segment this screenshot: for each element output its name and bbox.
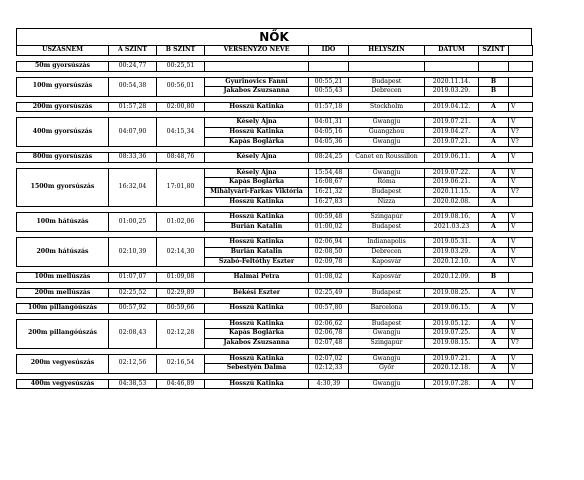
venue: Gwangju [349,168,425,178]
level: A [479,257,509,267]
qualification-mark: V? [509,187,533,197]
result-date: 2019.08.15. [425,339,479,349]
level: A [479,319,509,329]
b-level-time: 02:12,28 [157,319,205,348]
result-time: 02:09,78 [309,257,349,267]
result-time: 00:59,48 [309,213,349,223]
venue: Barcelona [349,304,425,314]
header-a-level: A SZINT [109,46,157,56]
result-date: 2020.11.15. [425,187,479,197]
b-level-time: 08:48,76 [157,153,205,163]
venue: Gwangju [349,379,425,389]
qualification-mark: V [509,257,533,267]
swimmer-name: Késely Ajna [205,168,309,178]
venue: Szingapúr [349,213,425,223]
venue: Guangzhou [349,127,425,137]
level: A [479,339,509,349]
qualification-mark: V? [509,137,533,147]
b-level-time: 01:09,08 [157,273,205,283]
qualification-mark [509,77,533,87]
table-row [17,62,533,72]
b-level-time: 04:15,34 [157,118,205,147]
venue: Canet en Roussillon [349,153,425,163]
b-level-time: 00:25,51 [157,62,205,72]
result-time: 04:05,36 [309,137,349,147]
venue: Budapest [349,319,425,329]
event-name: 100m mellúszás [17,273,109,283]
level: A [479,127,509,137]
qualification-mark: V [509,178,533,188]
swimmer-name: Jakabos Zsuzsanna [205,339,309,349]
qualification-mark: V [509,319,533,329]
qualification-mark: V [509,168,533,178]
result-time: 16:27,83 [309,197,349,207]
table-row [17,102,533,112]
result-time: 16:21,32 [309,187,349,197]
result-date: 2019.06.21. [425,178,479,188]
event-name: 400m vegyesúszás [17,379,109,389]
swimmer-name: Jakabos Zsuzsanna [205,87,309,97]
a-level-time: 16:32,04 [109,168,157,206]
b-level-time: 17:01,80 [157,168,205,206]
result-date: 2019.08.25. [425,288,479,298]
swimmer-name [205,62,309,72]
qualification-mark: V [509,222,533,232]
b-level-time: 04:46,89 [157,379,205,389]
result-date: 2020.02.08. [425,197,479,207]
qualification-mark: V [509,247,533,257]
result-date: 2019.07.22. [425,168,479,178]
table-row [17,153,533,163]
result-time: 01:08,02 [309,273,349,283]
venue: Nizza [349,197,425,207]
level: A [479,213,509,223]
result-time: 02:06,62 [309,319,349,329]
table-row [17,77,533,87]
b-level-time: 00:56,01 [157,77,205,96]
level: A [479,288,509,298]
venue: Gwangju [349,329,425,339]
result-date: 2020.12.10. [425,257,479,267]
level: B [479,77,509,87]
result-date: 2019.05.12. [425,319,479,329]
result-date: 2019.05.31. [425,238,479,248]
swimmer-name: Kapás Boglárka [205,137,309,147]
venue: Szingapúr [349,339,425,349]
table-row [17,304,533,314]
event-name: 200m mellúszás [17,288,109,298]
venue: Stockholm [349,102,425,112]
table-row [17,238,533,248]
qualification-mark [509,87,533,97]
swimmer-name: Hosszú Katinka [205,304,309,314]
level: A [479,247,509,257]
a-level-time: 01:00,25 [109,213,157,232]
swimmer-name: Szabó-Feltóthy Eszter [205,257,309,267]
swimmer-name: Halmai Petra [205,273,309,283]
result-time: 15:54,48 [309,168,349,178]
event-name: 50m gyorsúszás [17,62,109,72]
result-date: 2020.12.09. [425,273,479,283]
swimmer-name: Hosszú Katinka [205,127,309,137]
swimmer-name: Békési Eszter [205,288,309,298]
a-level-time: 00:54,38 [109,77,157,96]
table-row [17,168,533,178]
level: A [479,329,509,339]
result-time: 04:05,16 [309,127,349,137]
event-name: 200m gyorsúszás [17,102,109,112]
qualification-mark [509,62,533,72]
b-level-time: 00:59,66 [157,304,205,314]
result-time: 04:01,31 [309,118,349,128]
level: B [479,273,509,283]
result-date: 2021.03.23 [425,222,479,232]
a-level-time: 02:25,52 [109,288,157,298]
table-row [17,213,533,223]
table-row [17,379,533,389]
a-level-time: 01:07,07 [109,273,157,283]
header-swimmer: VERSENYZŐ NEVE [205,46,309,56]
result-time: 00:55,21 [309,77,349,87]
qualification-mark: V [509,118,533,128]
level: A [479,187,509,197]
table-row [17,273,533,283]
swimmer-name: Kapás Boglárka [205,329,309,339]
venue: Budapest [349,222,425,232]
qualification-mark: V [509,304,533,314]
header-date: DÁTUM [425,46,479,56]
level: A [479,153,509,163]
swimmer-name: Késely Ajna [205,153,309,163]
result-date: 2019.07.21. [425,354,479,364]
header-time: IDŐ [309,46,349,56]
result-time: 08:24,25 [309,153,349,163]
result-date: 2019.04.12. [425,102,479,112]
result-date: 2019.07.21. [425,137,479,147]
header-row [17,46,533,56]
result-time: 02:08,50 [309,247,349,257]
level: A [479,197,509,207]
result-date: 2019.08.16. [425,213,479,223]
event-name: 100m hátúszás [17,213,109,232]
result-time: 16:08,67 [309,178,349,188]
level: A [479,238,509,248]
qualification-mark: V? [509,339,533,349]
qualification-mark: V? [509,127,533,137]
table-row [17,288,533,298]
qualification-mark: V [509,102,533,112]
qualification-mark: V [509,238,533,248]
result-time: 02:12,33 [309,364,349,374]
level: A [479,178,509,188]
level [479,62,509,72]
result-date: 2020.11.14. [425,77,479,87]
result-time: 01:57,18 [309,102,349,112]
qualification-mark: V [509,379,533,389]
result-date: 2019.07.28. [425,379,479,389]
a-level-time: 02:10,39 [109,238,157,267]
result-time: 02:07,48 [309,339,349,349]
venue: Gwangju [349,118,425,128]
result-time: 02:06,94 [309,238,349,248]
result-date: 2019.06.11. [425,153,479,163]
swimmer-name: Hosszú Katinka [205,197,309,207]
swimmer-name: Hosszú Katinka [205,354,309,364]
result-date: 2019.07.21. [425,118,479,128]
venue [349,62,425,72]
result-date [425,62,479,72]
level: A [479,354,509,364]
a-level-time: 00:57,92 [109,304,157,314]
header-mark [509,46,533,56]
result-time: 00:57,80 [309,304,349,314]
result-time: 02:25,49 [309,288,349,298]
a-level-time: 02:08,43 [109,319,157,348]
result-date: 2019.04.27. [425,127,479,137]
venue: Indianapolis [349,238,425,248]
level: A [479,137,509,147]
event-name: 100m pillangóúszás [17,304,109,314]
qualification-mark: V [509,329,533,339]
qualification-mark [509,197,533,207]
result-time: 00:55,43 [309,87,349,97]
header-b-level: B SZINT [157,46,205,56]
level: A [479,304,509,314]
swimmer-name: Sebestyén Dalma [205,364,309,374]
header-event: ÚSZÁSNEM [17,46,109,56]
a-level-time: 04:07,90 [109,118,157,147]
level: A [479,222,509,232]
venue: Kaposvár [349,273,425,283]
swimmer-name: Hosszú Katinka [205,379,309,389]
b-level-time: 02:00,80 [157,102,205,112]
result-time: 02:06,78 [309,329,349,339]
qualification-mark: V [509,364,533,374]
swimmer-name: Hosszú Katinka [205,238,309,248]
swimmer-name: Gyurinovics Fanni [205,77,309,87]
venue: Gwangju [349,137,425,147]
b-level-time: 01:02,06 [157,213,205,232]
level: A [479,102,509,112]
level: B [479,87,509,97]
venue: Gwangju [349,354,425,364]
swimmer-name: Késely Ajna [205,118,309,128]
event-name: 200m vegyesúszás [17,354,109,373]
swimmer-name: Kapás Boglárka [205,178,309,188]
swimmer-name: Hosszú Katinka [205,102,309,112]
b-level-time: 02:14,30 [157,238,205,267]
result-date: 2019.03.29. [425,247,479,257]
a-level-time: 00:24,77 [109,62,157,72]
event-name: 400m gyorsúszás [17,118,109,147]
swimmer-name: Hosszú Katinka [205,213,309,223]
level: A [479,379,509,389]
table-row [17,118,533,128]
header-level: SZINT [479,46,509,56]
qualification-mark [509,273,533,283]
qualification-mark: V [509,213,533,223]
table-row [17,319,533,329]
venue: Budapest [349,288,425,298]
venue: Budapest [349,187,425,197]
swimmer-name: Burián Katalin [205,222,309,232]
b-level-time: 02:29,89 [157,288,205,298]
a-level-time: 01:57,28 [109,102,157,112]
event-name: 200m pillangóúszás [17,319,109,348]
a-level-time: 02:12,56 [109,354,157,373]
level: A [479,168,509,178]
result-time: 02:07,02 [309,354,349,364]
result-date: 2019.03.29. [425,87,479,97]
level: A [479,364,509,374]
a-level-time: 08:33,36 [109,153,157,163]
event-name: 800m gyorsúszás [17,153,109,163]
venue: Debrecen [349,247,425,257]
venue: Róma [349,178,425,188]
venue: Győr [349,364,425,374]
result-date: 2020.12.18. [425,364,479,374]
event-name: 1500m gyorsúszás [17,168,109,206]
level: A [479,118,509,128]
event-name: 200m hátúszás [17,238,109,267]
table-row [17,354,533,364]
venue: Budapest [349,77,425,87]
a-level-time: 04:38,53 [109,379,157,389]
header-venue: HELYSZÍN [349,46,425,56]
swimmer-name: Burián Katalin [205,247,309,257]
result-date: 2019.07.25. [425,329,479,339]
event-name: 100m gyorsúszás [17,77,109,96]
result-time: 01:00,02 [309,222,349,232]
venue: Kaposvár [349,257,425,267]
results-sheet [16,28,532,389]
swimmer-name: Mihályvári-Farkas Viktória [205,187,309,197]
swimmer-name: Hosszú Katinka [205,319,309,329]
sheet-title: NŐK [16,28,532,45]
results-table [16,45,533,389]
qualification-mark: V [509,288,533,298]
result-time [309,62,349,72]
qualification-mark: V [509,153,533,163]
venue: Debrecen [349,87,425,97]
result-time: 4:30,39 [309,379,349,389]
result-date: 2019.06.15. [425,304,479,314]
b-level-time: 02:16,54 [157,354,205,373]
qualification-mark: V [509,354,533,364]
